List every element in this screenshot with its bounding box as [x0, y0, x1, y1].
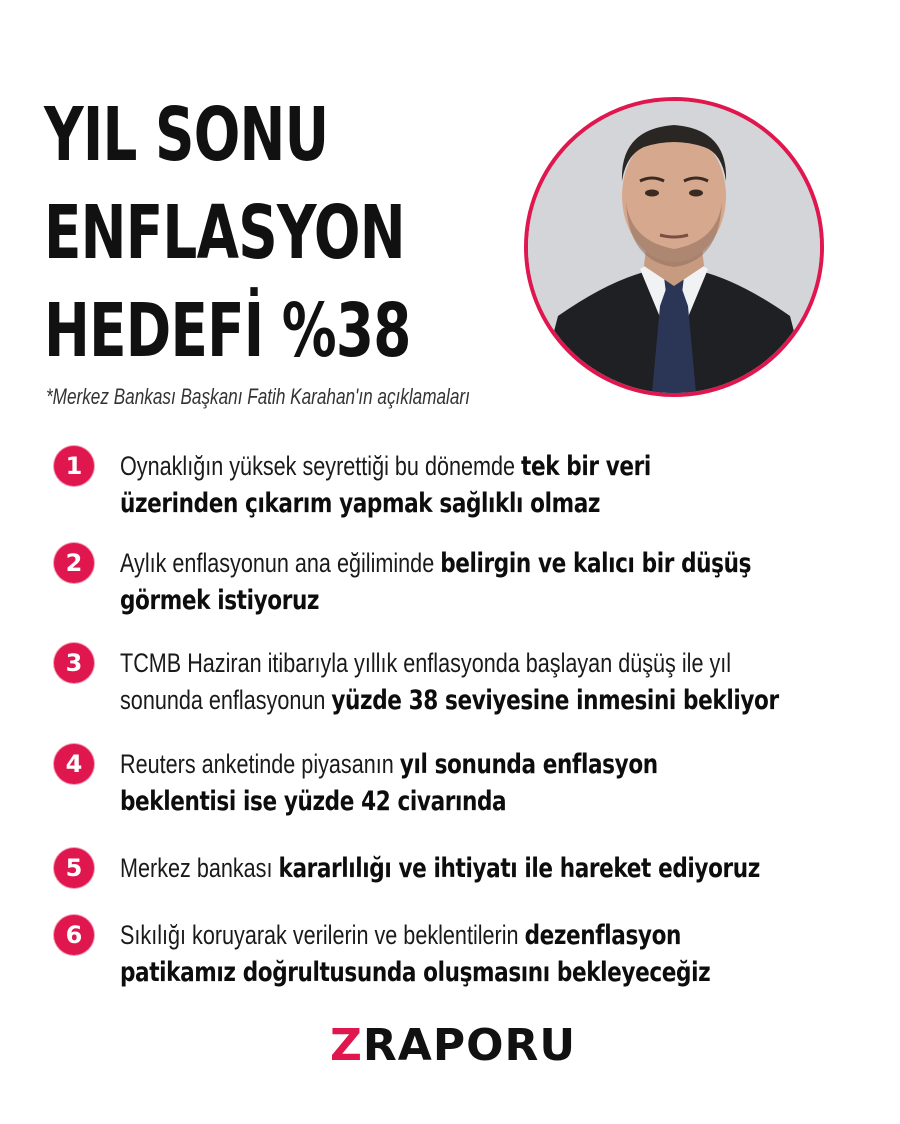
item-text: Merkez bankası kararlılığı ve ihtiyatı ile hareket ediyoruz: [120, 853, 760, 884]
headline: [44, 86, 411, 380]
headline-line-1: YIL SONU: [44, 92, 329, 178]
item-text: Sıkılığı koruyarak verilerin ve beklentilerin dezenflasyon patikamız doğrultusunda oluşmasını bekleyeceğiz: [120, 920, 711, 988]
number-badge: 6: [54, 915, 94, 955]
number-badge: 2: [54, 543, 94, 583]
list-item: [54, 744, 900, 820]
portrait-photo: [524, 97, 824, 397]
list-item: [54, 543, 900, 619]
person-portrait-icon: [528, 101, 820, 393]
list-item: [54, 643, 900, 719]
number-badge: 5: [54, 848, 94, 888]
headline-line-3: HEDEFİ %38: [44, 288, 411, 374]
number-badge: 4: [54, 744, 94, 784]
list-item: [54, 446, 900, 522]
item-text: TCMB Haziran itibarıyla yıllık enflasyonda başlayan düşüş ile yıl sonunda enflasyonun yüzde 38 seviyesine inmesini bekliyor: [120, 648, 779, 716]
number-badge: 1: [54, 446, 94, 486]
logo-wordmark: RAPORU: [362, 1020, 577, 1071]
subtitle-note: *Merkez Bankası Başkanı Fatih Karahan'ın açıklamaları: [46, 384, 470, 409]
item-text: Oynaklığın yüksek seyrettiği bu dönemde tek bir veri üzerinden çıkarım yapmak sağlıklı olmaz: [120, 451, 651, 519]
list-item: [54, 848, 900, 888]
item-text: Reuters anketinde piyasanın yıl sonunda enflasyon beklentisi ise yüzde 42 civarında: [120, 749, 658, 817]
number-badge: 3: [54, 643, 94, 683]
list-item: [54, 915, 900, 991]
logo-accent-letter: Z: [330, 1020, 363, 1071]
item-text: Aylık enflasyonun ana eğiliminde belirgin ve kalıcı bir düşüş görmek istiyoruz: [120, 548, 752, 616]
zraporu-logo: [330, 1020, 576, 1071]
headline-line-2: ENFLASYON: [44, 190, 405, 276]
